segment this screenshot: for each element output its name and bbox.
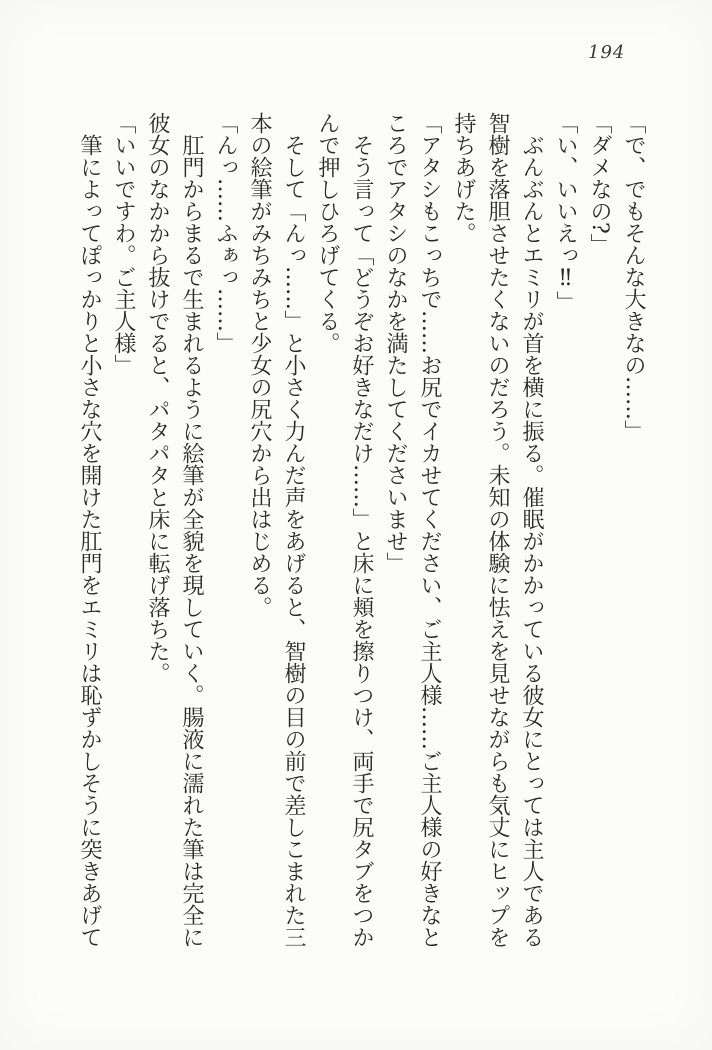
text-line: 筆によってぽっかりと小さな穴を開けた肛門をエミリは恥ずかしそうに突きあげて	[77, 134, 102, 948]
page-number: 194	[588, 42, 626, 63]
text-line: 肛門からまるで生まれるように絵筆が全貌を現していく。腸液に濡れた筆は完全に	[179, 134, 204, 948]
text-line: 智樹を落胆させたくないのだろう。未知の体験に怯えを見せながらも気丈にヒップを	[485, 112, 510, 948]
text-line: んで押しひろげてくる。	[315, 112, 340, 354]
text-line: 「い、いいえっ‼」	[553, 112, 578, 313]
text-block	[72, 112, 650, 992]
text-line: 「で、でもそんな大きなの……」	[621, 112, 646, 442]
text-line: 「いいですわ。ご主人様」	[111, 112, 136, 376]
text-line: 「ダメなの?」	[587, 112, 612, 256]
text-line: 「んっ……ふぁっ……」	[213, 112, 238, 354]
text-line: 「アタシもこっちで……お尻でイカせてください、ご主人様……ご主人様の好きなと	[417, 112, 442, 948]
text-line: ころでアタシのなかを満たしてくださいませ」	[383, 112, 408, 574]
text-line: 持ちあげた。	[451, 112, 476, 244]
text-line: そして「んっ……」と小さく力んだ声をあげると、智樹の目の前で差しこまれた三	[281, 134, 306, 948]
text-line: 本の絵筆がみちみちと少女の尻穴から出はじめる。	[247, 112, 272, 618]
text-line: そう言って「どうぞお好きなだけ……」と床に頬を擦りつけ、両手で尻タブをつか	[349, 134, 374, 948]
text-line: ぶんぶんとエミリが首を横に振る。催眠がかかっている彼女にとっては主人である	[519, 134, 544, 948]
text-line: 彼女のなかから抜けでると、パタパタと床に転げ落ちた。	[145, 112, 170, 684]
